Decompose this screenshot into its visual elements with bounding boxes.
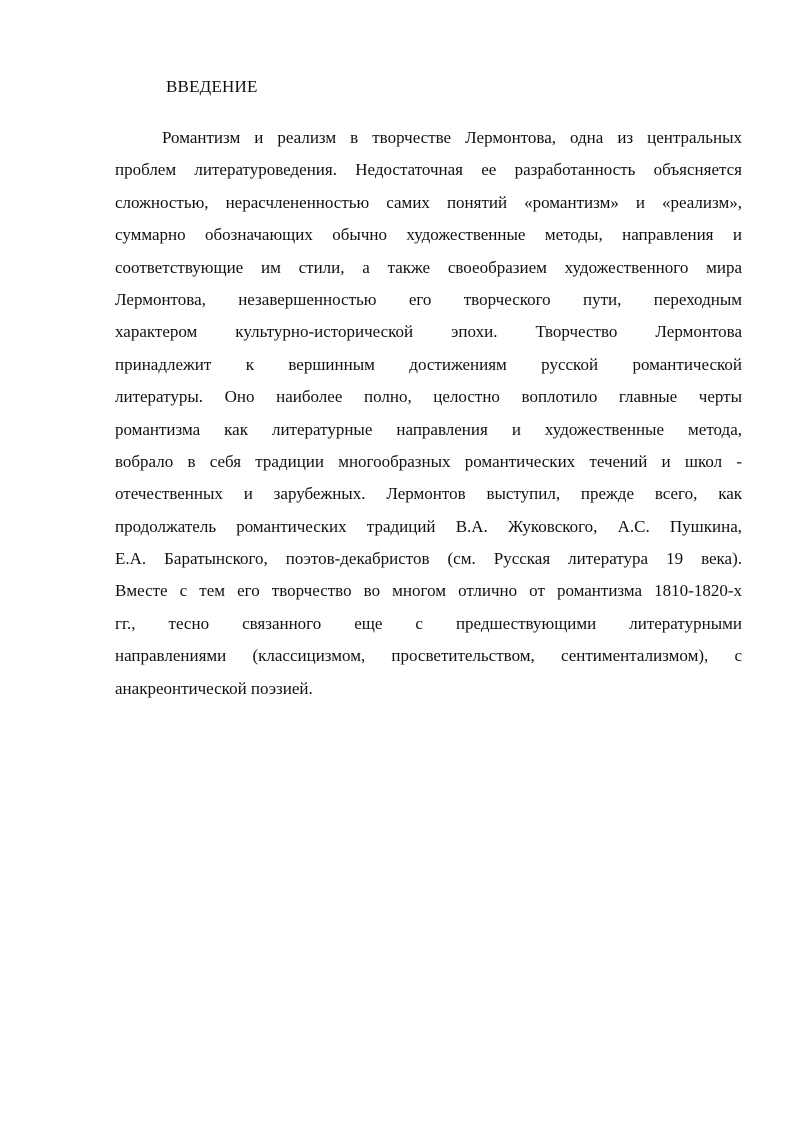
paragraph-line: Романтизм и реализм в творчестве Лермонтова, одна из центральных: [162, 128, 742, 147]
paragraph-line: романтизма как литературные направления и художественные метода,: [115, 419, 742, 439]
paragraph-line: соответствующие им стили, а также своеобразием художественного мира: [115, 257, 742, 277]
section-heading: ВВЕДЕНИЕ: [166, 77, 258, 96]
paragraph-line: суммарно обозначающих обычно художественные методы, направления и: [115, 225, 742, 245]
paragraph-line: продолжатель романтических традиций В.А. Жуковского, А.С. Пушкина,: [115, 516, 742, 536]
paragraph-line: отечественных и зарубежных. Лермонтов выступил, прежде всего, как: [115, 484, 742, 504]
paragraph-line: Е.А. Баратынского, поэтов-декабристов (см. Русская литература 19 века).: [115, 549, 742, 569]
paragraph-line: гг., тесно связанного еще с предшествующими литературными: [115, 613, 742, 633]
paragraph-line: Лермонтова, незавершенностью его творческого пути, переходным: [115, 289, 742, 309]
paragraph-line: Вместе с тем его творчество во многом отлично от романтизма 1810-1820-х: [115, 581, 742, 601]
paragraph-line: характером культурно-исторической эпохи. Творчество Лермонтова: [115, 322, 742, 342]
paragraph-line: анакреонтической поэзией.: [115, 678, 313, 698]
paragraph-line: проблем литературоведения. Недостаточная ее разработанность объясняется: [115, 160, 742, 180]
paragraph-line: принадлежит к вершинным достижениям русской романтической: [115, 354, 742, 374]
paragraph-line: сложностью, нерасчлененностью самих понятий «романтизм» и «реализм»,: [115, 192, 742, 212]
paragraph-line: вобрало в себя традиции многообразных романтических течений и школ -: [115, 451, 742, 471]
paragraph-line: направлениями (классицизмом, просветительством, сентиментализмом), с: [115, 646, 742, 666]
paragraph-line: литературы. Оно наиболее полно, целостно воплотило главные черты: [115, 387, 742, 407]
intro-paragraph: [115, 122, 742, 705]
